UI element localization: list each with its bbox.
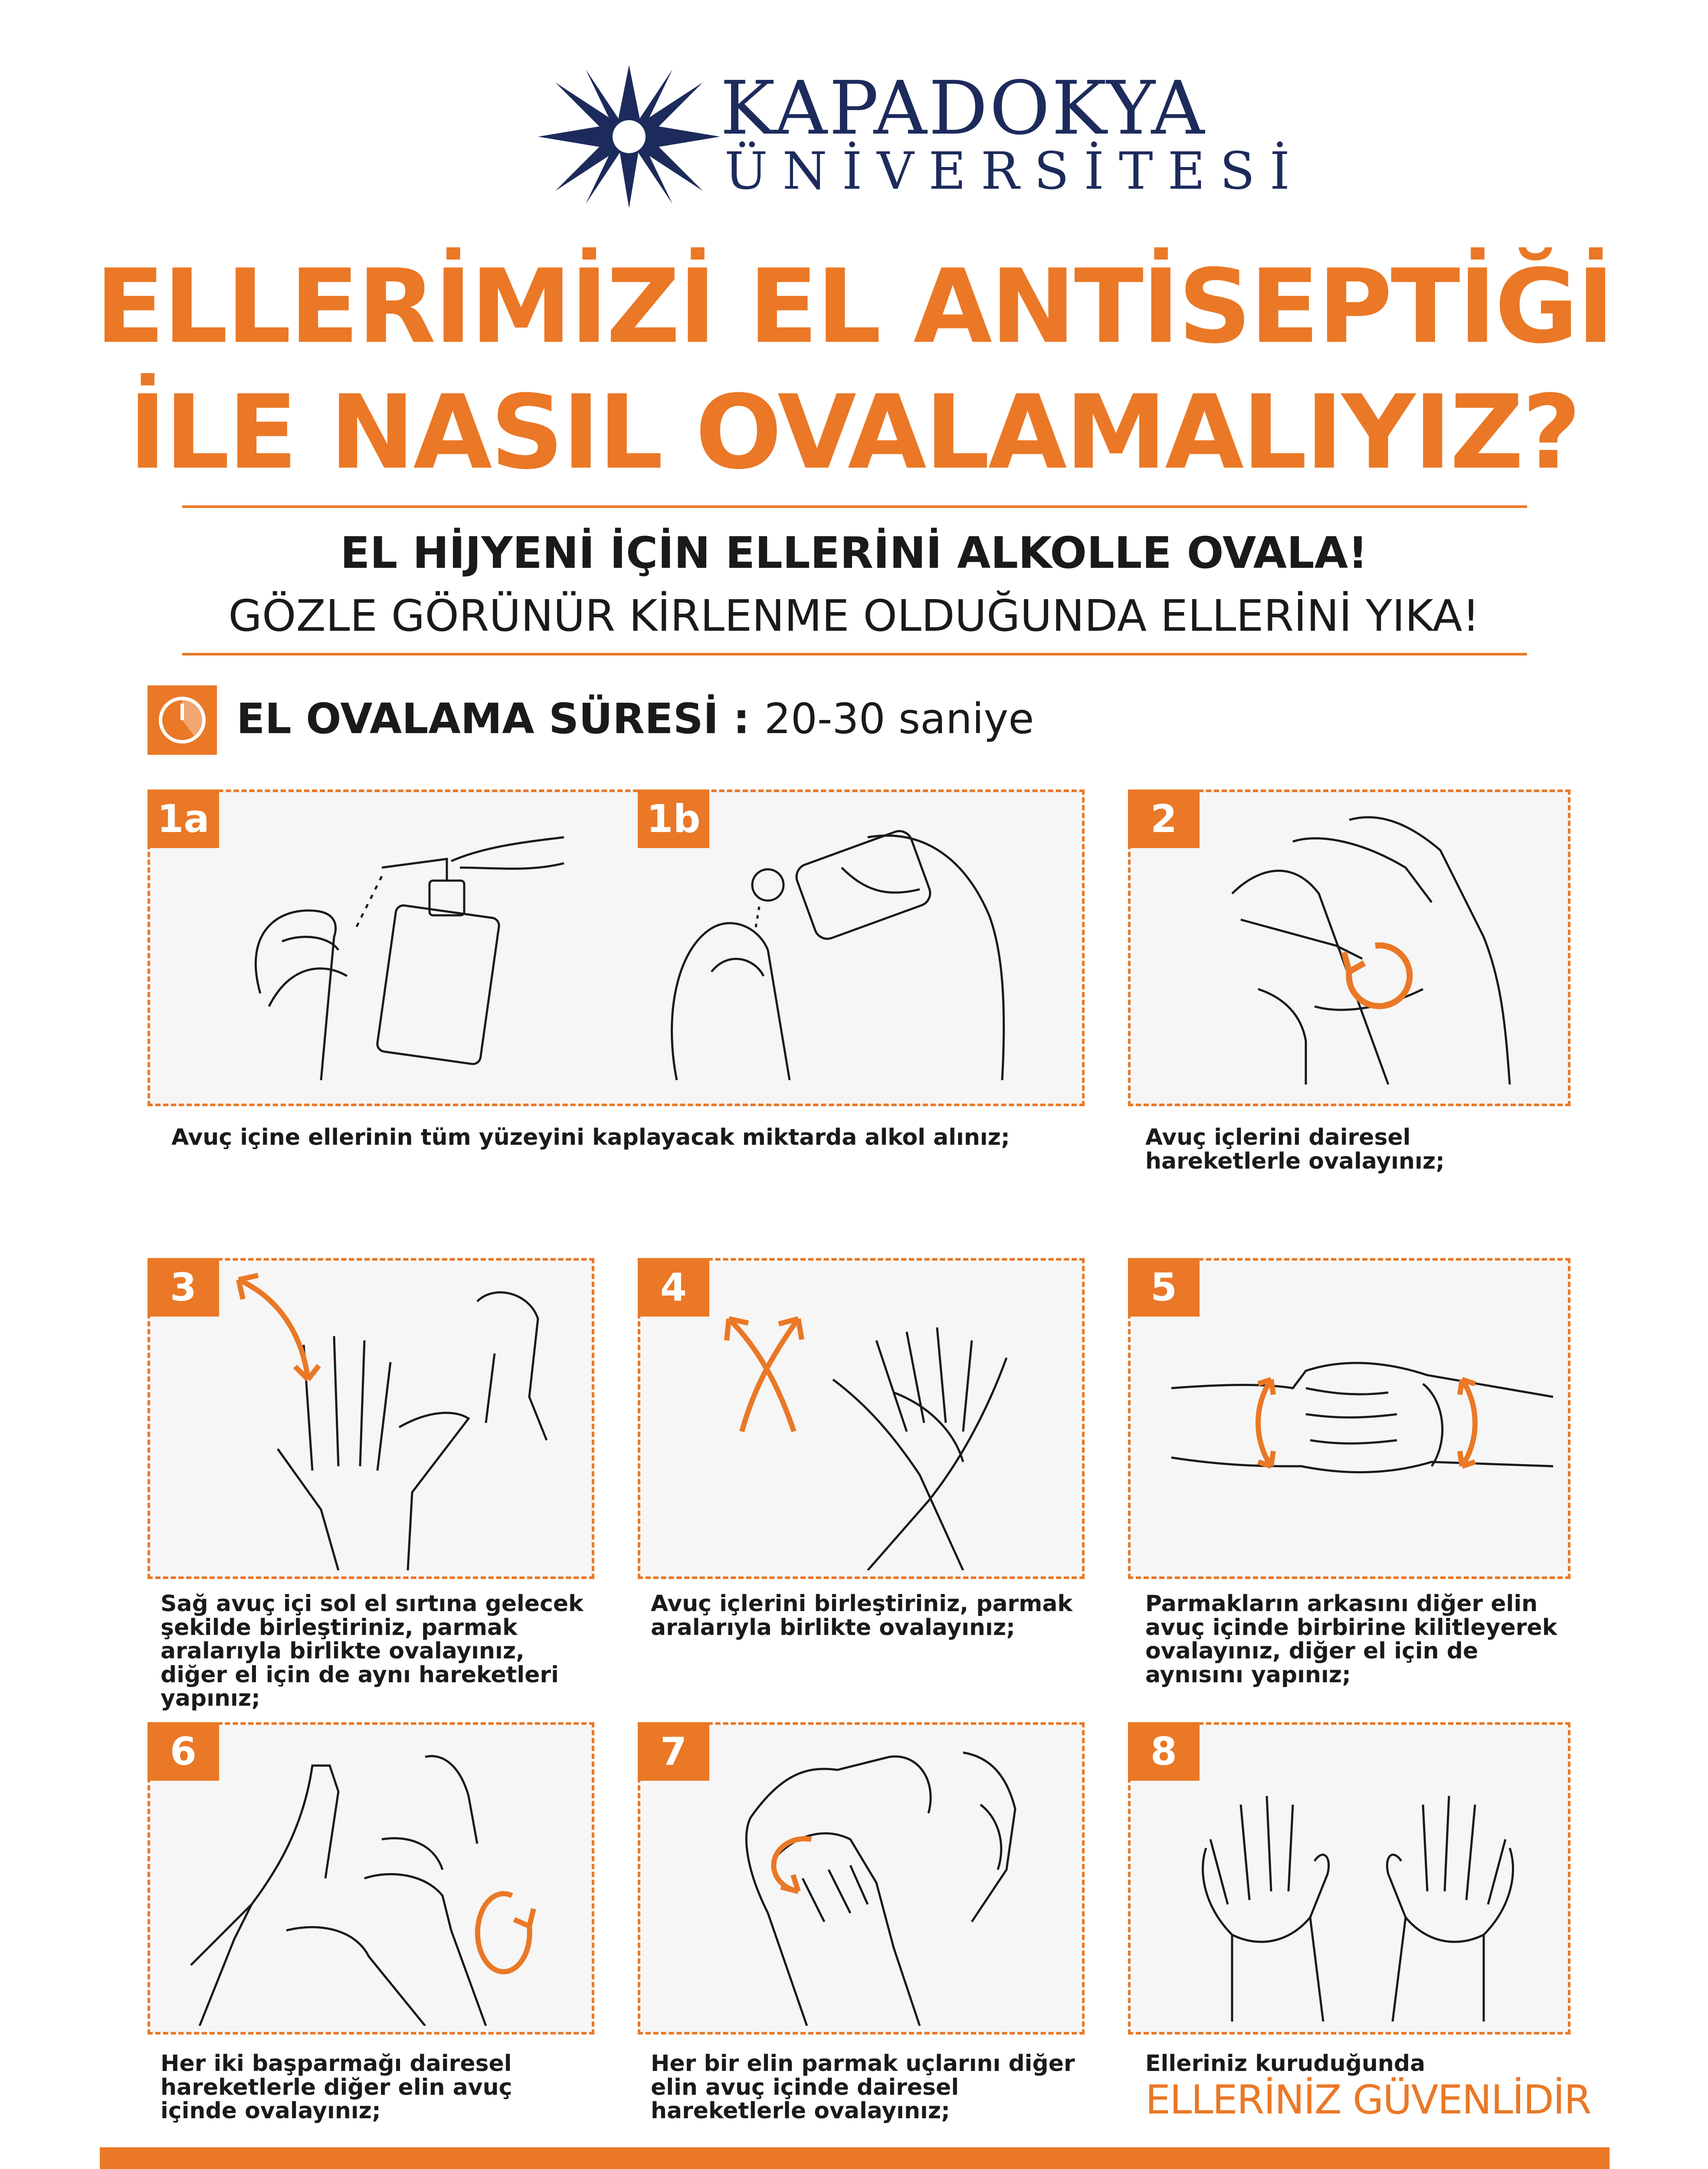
- page-title-line-2: İLE NASIL OVALAMALIYIZ?: [128, 374, 1580, 492]
- hand-receiving-sanitizer-icon: [226, 820, 573, 1080]
- open-hands-icon: [1180, 1761, 1536, 2022]
- rub-duration: [236, 694, 1034, 744]
- palm-to-palm-rub-icon: [1206, 816, 1544, 1084]
- subtitle-wash-hands: GÖZLE GÖRÜNÜR KİRLENME OLDUĞUNDA ELLERİNİ YIKA!: [228, 590, 1480, 641]
- step-1-caption: Avuç içine ellerinin tüm yüzeyini kaplayacak miktarda alkol alınız;: [171, 1124, 1010, 1150]
- logo-name-line-2: ÜNİVERSİTESİ: [725, 141, 1305, 201]
- step-6-caption: Her iki başparmağı dairesel hareketlerle diğer elin avuç içinde ovalayınız;: [161, 2051, 512, 2124]
- rub-duration-value: 20-30 saniye: [764, 695, 1034, 743]
- hand-pressing-bottle-icon: [659, 820, 1050, 1080]
- page-title-line-1: ELLERİMİZİ EL ANTİSEPTİĞİ: [95, 248, 1613, 366]
- step-badge-1a: 1a: [148, 790, 219, 848]
- palm-over-dorsum-icon: [226, 1267, 564, 1570]
- step-badge-4: 4: [638, 1258, 709, 1317]
- step-badge-6: 6: [148, 1722, 219, 1781]
- subtitle-alcohol-rub: EL HİJYENİ İÇİN ELLERİNİ ALKOLLE OVALA!: [340, 528, 1368, 578]
- interlocked-fingers-icon: [1163, 1336, 1553, 1518]
- step-badge-1b: 1b: [638, 790, 709, 848]
- logo-name-line-1: KAPADOKYA: [720, 66, 1206, 151]
- step-4-caption: Avuç içlerini birleştiriniz, parmak aralarıyla birlikte ovalayınız;: [651, 1591, 1073, 1641]
- step-3-caption: Sağ avuç içi sol el sırtına gelecek şekilde birleştiriniz, parmak aralarıyla birlikte ovalayınız, diğer el için de aynı hareketleri yapınız;: [161, 1591, 584, 1712]
- step-badge-7: 7: [638, 1722, 709, 1781]
- step-7-caption: Her bir elin parmak uçlarını diğer elin avuç içinde dairesel hareketlerle ovalayınız;: [651, 2051, 1075, 2124]
- divider-top: [182, 505, 1527, 508]
- divider-bottom: [182, 653, 1527, 655]
- footer-banner: [100, 2147, 1610, 2169]
- rub-duration-label: EL OVALAMA SÜRESİ :: [236, 695, 750, 743]
- timer-icon: [148, 685, 217, 755]
- hands-safe-emphasis: ELLERİNİZ GÜVENLİDİR: [1145, 2077, 1591, 2123]
- step-badge-8: 8: [1128, 1722, 1200, 1781]
- sunburst-logo-icon: [538, 65, 720, 208]
- step-badge-3: 3: [148, 1258, 219, 1317]
- step-8-caption: Elleriniz kuruduğunda: [1145, 2051, 1426, 2077]
- step-badge-5: 5: [1128, 1258, 1200, 1317]
- step-2-caption: Avuç içlerini dairesel hareketlerle ovalayınız;: [1145, 1124, 1445, 1174]
- fingertips-rotation-icon: [694, 1740, 1067, 2026]
- step-5-caption: Parmakların arkasını diğer elin avuç içinde birbirine kilitleyerek ovalayınız, diğer el için de aynısını yapınız;: [1145, 1591, 1557, 1688]
- thumb-rotation-icon: [182, 1740, 573, 2026]
- step-badge-2: 2: [1128, 790, 1200, 848]
- interlaced-fingers-icon: [703, 1293, 1050, 1570]
